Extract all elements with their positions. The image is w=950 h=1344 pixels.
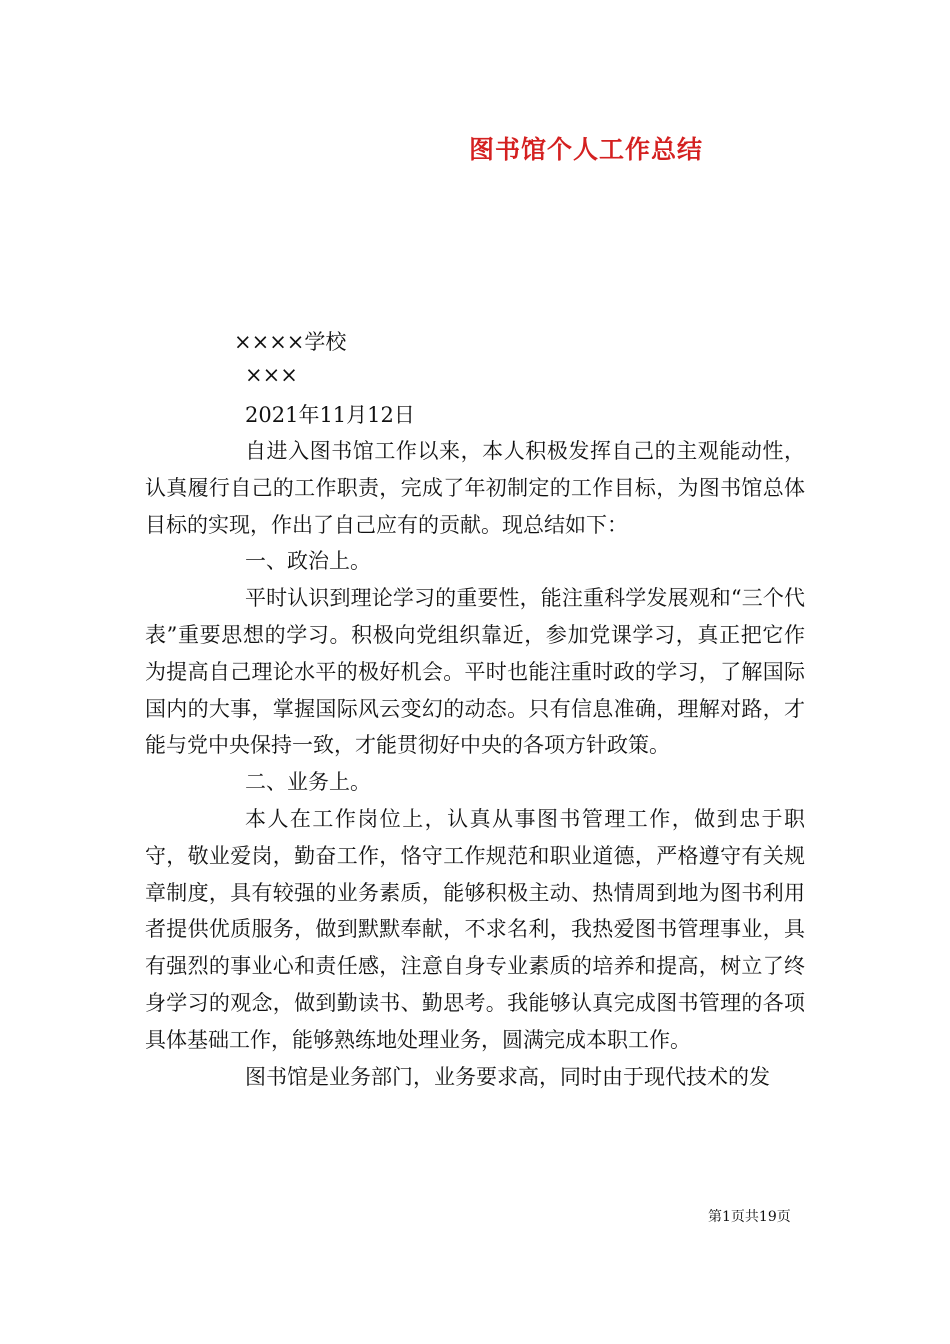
paragraph-business: 本人在工作岗位上，认真从事图书管理工作，做到忠于职守，敬业爱岗，勤奋工作，恪守工作规范和职业道德，严格遵守有关规章制度，具有较强的业务素质，能够积极主动、热情周到地为图书利用者提供优质服务，做到默默奉献，不求名利，我热爱图书管理事业，具有强烈的事业心和责任感，注意自身专业素质的培养和提高，树立了终身学习的观念，做到勤读书、勤思考。我能够认真完成图书管理的各项具体基础工作，能够熟练地处理业务，圆满完成本职工作。 [145,806,805,1052]
paragraph-politics: 平时认识到理论学习的重要性，能注重科学发展观和“三个代表”重要思想的学习。积极向党组织靠近，参加党课学习，真正把它作为提高自己理论水平的极好机会。平时也能注重时政的学习，了解国际国内的大事，掌握国际风云变幻的动态。只有信息准确，理解对路，才能与党中央保持一致，才能贯彻好中央的各项方针政策。 [145,586,805,758]
author-name: ××× [245,363,298,387]
paragraph-library: 图书馆是业务部门，业务要求高，同时由于现代技术的发 [245,1064,770,1089]
heading-business: 二、业务上。 [245,770,371,795]
heading-politics: 一、政治上。 [245,549,371,574]
page-indicator: 第1页共19页 [708,1209,791,1225]
paragraph-intro: 自进入图书馆工作以来，本人积极发挥自己的主观能动性，认真履行自己的工作职责，完成了年初制定的工作目标，为图书馆总体目标的实现，作出了自己应有的贡献。现总结如下： [145,439,805,537]
document-body [145,433,805,1095]
school-name: ××××学校 [234,330,347,354]
document-date: 2021年11月12日 [245,403,415,427]
document-title: 图书馆个人工作总结 [469,135,704,164]
